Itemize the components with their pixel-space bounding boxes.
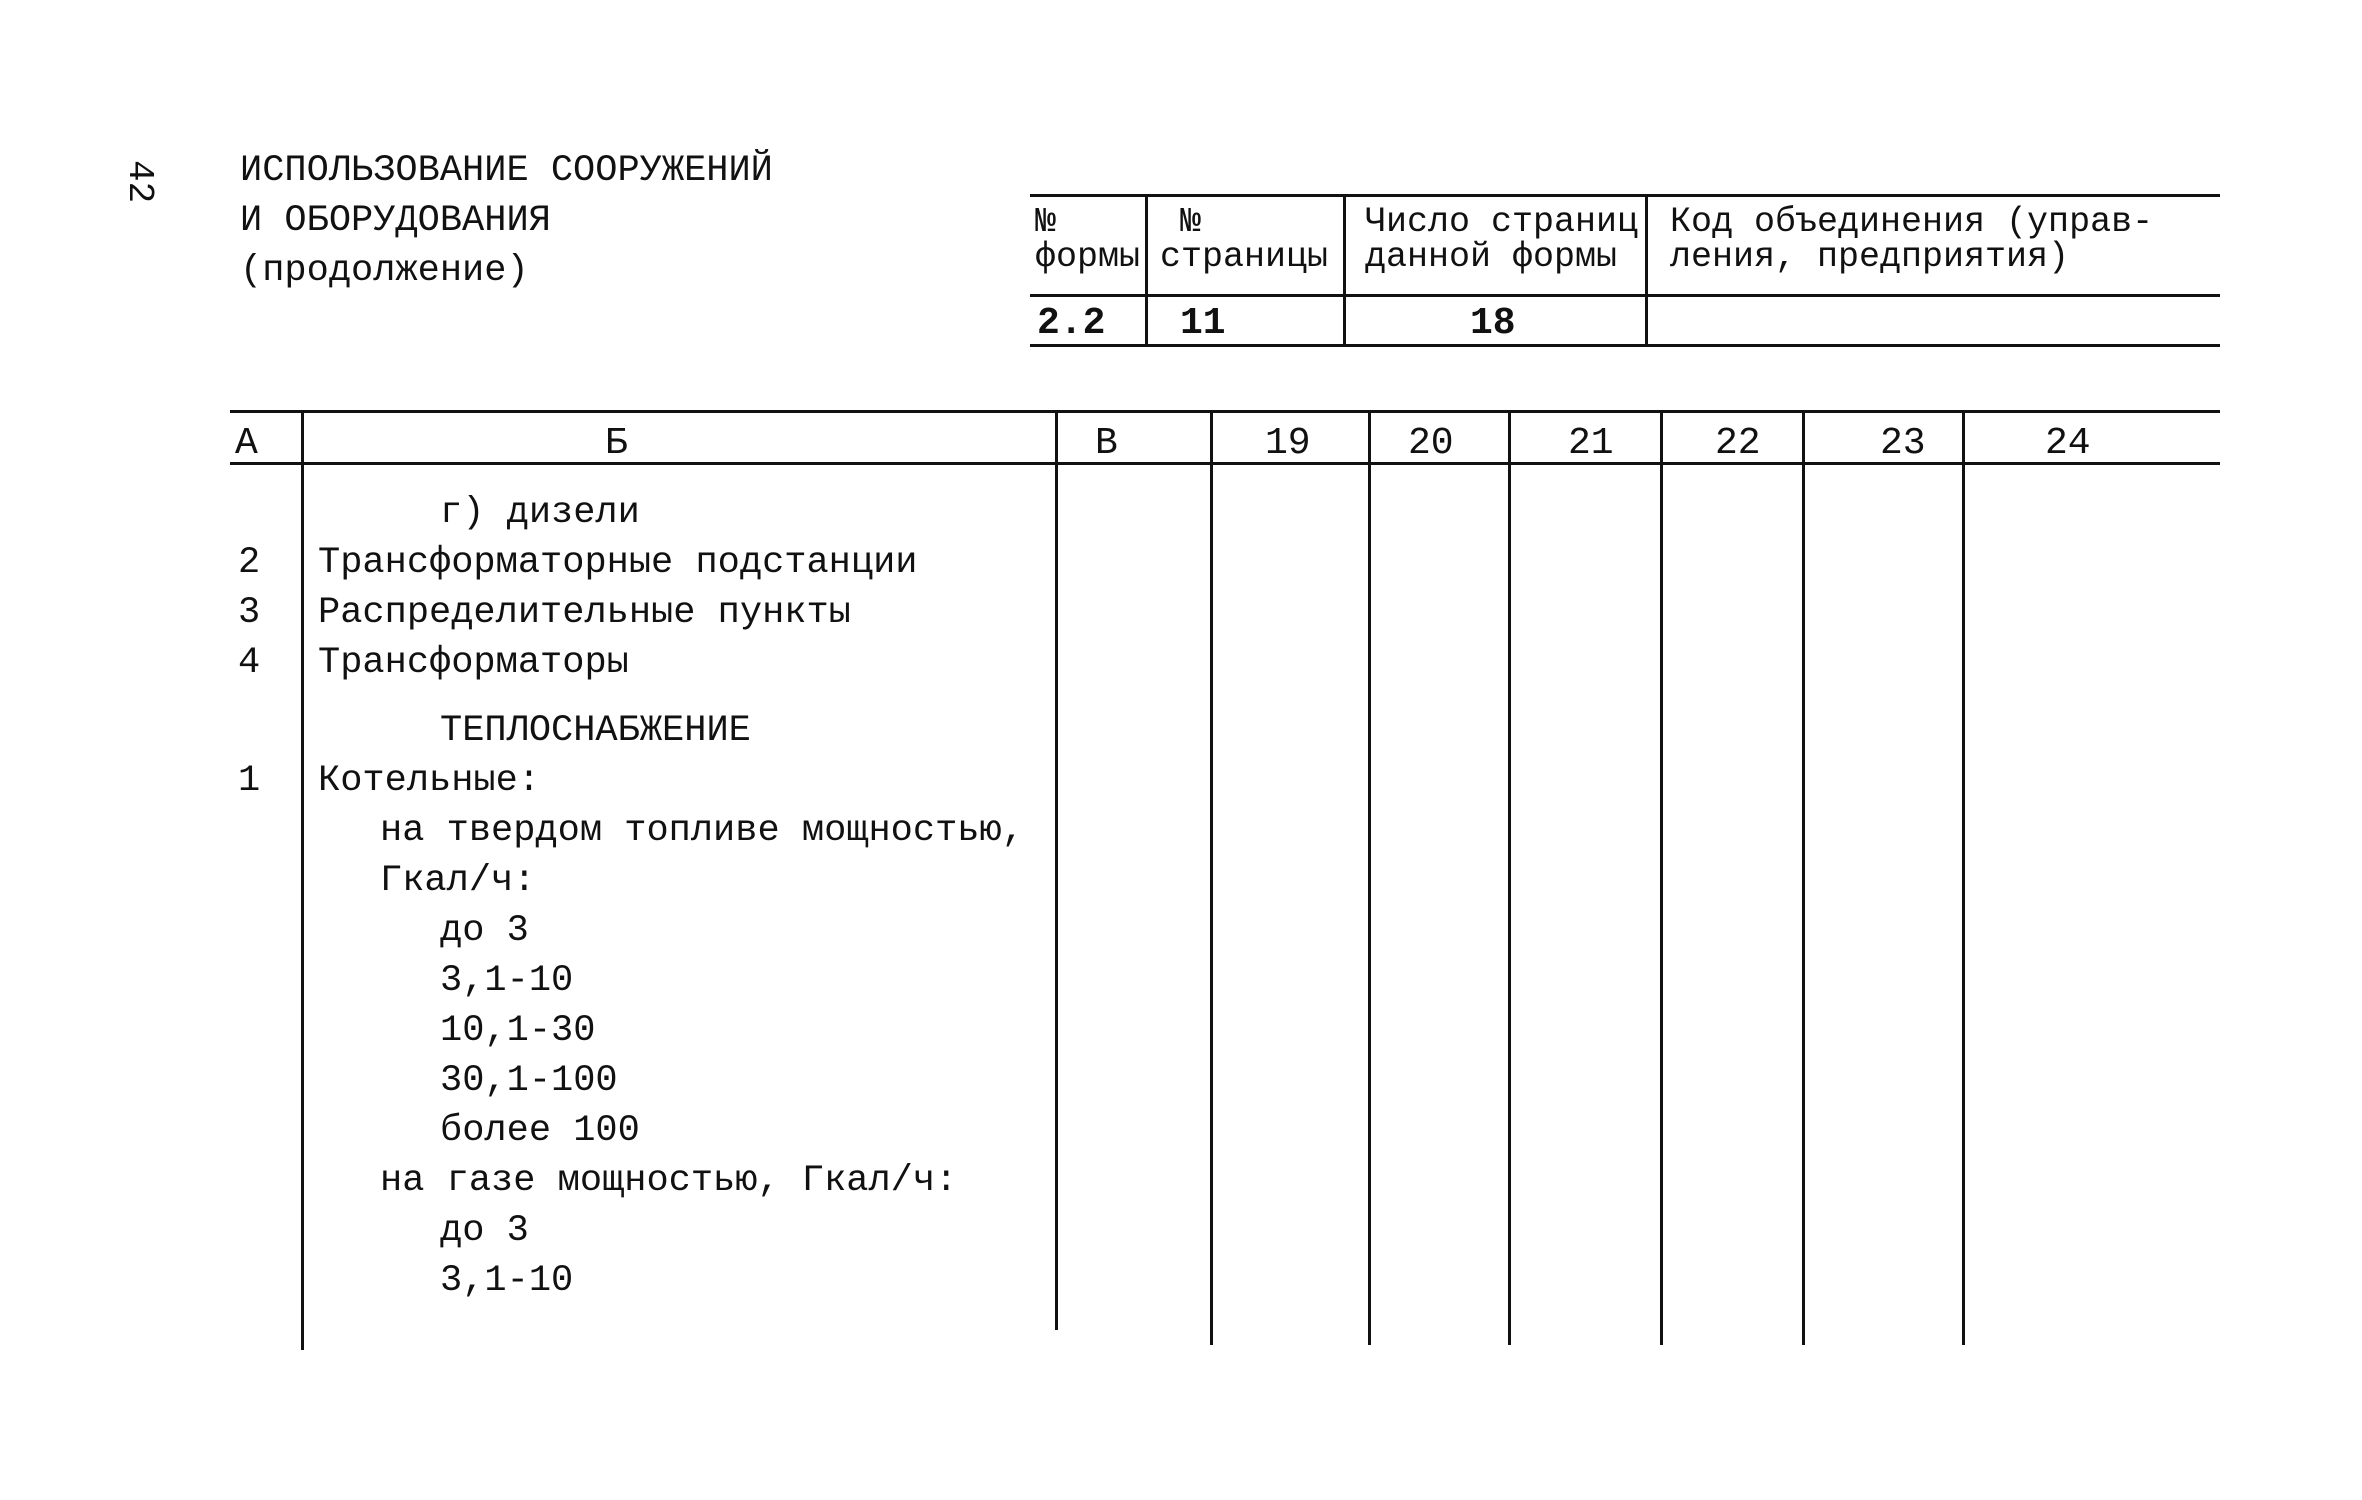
col-header-a: А <box>235 422 258 465</box>
title-line-1: ИСПОЛЬЗОВАНИЕ СООРУЖЕНИЙ <box>240 150 773 192</box>
row-text: 30,1-100 <box>440 1060 618 1102</box>
row-text: 3,1-10 <box>440 1260 574 1302</box>
row-num: 4 <box>238 642 261 684</box>
row-text: до 3 <box>440 910 529 952</box>
row-text: 10,1-30 <box>440 1010 596 1052</box>
col-header-23: 23 <box>1880 422 1926 465</box>
row-text: более 100 <box>440 1110 640 1152</box>
row-text: Трансформаторы <box>318 642 629 684</box>
row-num: 2 <box>238 542 261 584</box>
row-text: ТЕПЛОСНАБЖЕНИЕ <box>440 710 751 752</box>
row-text: г) дизели <box>440 492 640 534</box>
row-text: 3,1-10 <box>440 960 574 1002</box>
col-header-v: В <box>1095 422 1118 465</box>
col-header-22: 22 <box>1715 422 1761 465</box>
row-num: 3 <box>238 592 261 634</box>
row-num: 1 <box>238 760 261 802</box>
page-number: 42 <box>119 160 160 204</box>
form-number-header: № формы <box>1035 202 1141 277</box>
org-code-header: Код объединения (управ- ления, предприятия) <box>1670 202 2154 277</box>
document-title <box>240 146 773 296</box>
pages-count-value: 18 <box>1470 302 1516 345</box>
col-header-20: 20 <box>1408 422 1454 465</box>
page-number-header: № страницы <box>1160 202 1329 277</box>
row-text: Котельные: <box>318 760 541 802</box>
col-header-b: Б <box>605 422 628 465</box>
row-text: на твердом топливе мощностью, <box>380 810 1024 852</box>
page-number-value: 11 <box>1180 302 1226 345</box>
pages-count-header: Число страниц данной формы <box>1365 202 1639 277</box>
col-header-19: 19 <box>1265 422 1311 465</box>
row-text: до 3 <box>440 1210 529 1252</box>
title-line-3: (продолжение) <box>240 250 529 292</box>
title-line-2: И ОБОРУДОВАНИЯ <box>240 200 551 242</box>
row-text: Распределительные пункты <box>318 592 851 634</box>
row-text: Гкал/ч: <box>380 860 536 902</box>
row-text: Трансформаторные подстанции <box>318 542 918 584</box>
row-text: на газе мощностью, Гкал/ч: <box>380 1160 958 1202</box>
form-number-value: 2.2 <box>1037 302 1106 345</box>
col-header-24: 24 <box>2045 422 2091 465</box>
col-header-21: 21 <box>1568 422 1614 465</box>
